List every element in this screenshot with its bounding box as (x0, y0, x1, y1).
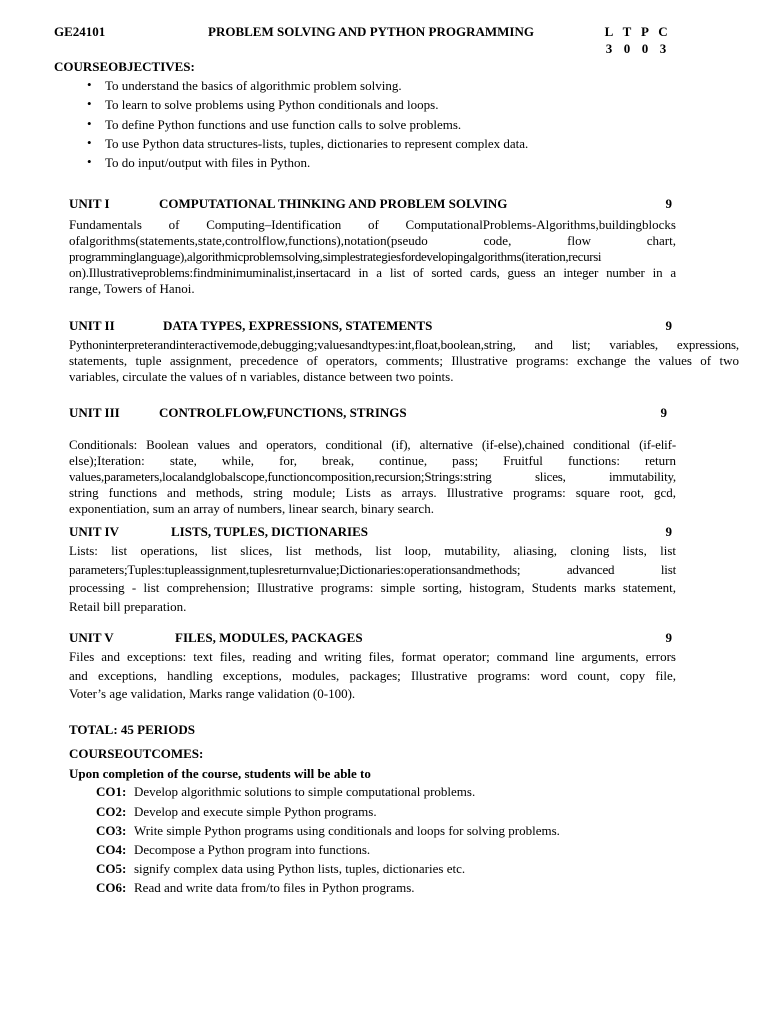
unit-1-content (69, 217, 676, 297)
course-code: GE24101 (54, 24, 106, 39)
ltpc-label-t: T (622, 24, 632, 39)
outcome-item (96, 823, 560, 839)
outcome-text: Write simple Python programs using conditionals and loops for solving problems. (134, 823, 560, 838)
content-line: on).Illustrativeproblems:findminimuminalist,insertacard in a list of sorted cards, guess an integer number in a (69, 265, 676, 280)
content-line: Retail bill preparation. (69, 598, 187, 614)
outcome-label: CO4: (96, 842, 127, 857)
outcome-text: Develop and execute simple Python programs. (134, 804, 377, 819)
outcome-item (96, 804, 377, 820)
content-line: ofalgorithms(statements,state,controlflow,functions),notation(pseudo code, flow chart, (69, 233, 676, 248)
course-title: PROBLEM SOLVING AND PYTHON PROGRAMMING (208, 24, 534, 39)
unit-number: UNIT IV (69, 524, 119, 539)
outcome-item (96, 784, 475, 800)
outcome-text: Develop algorithmic solutions to simple computational problems. (134, 784, 476, 799)
content-line: Conditionals: Boolean values and operators, conditional (if), alternative (if-else),chained conditional (if-elif- (69, 437, 676, 452)
ltpc-value-l: 3 (605, 41, 613, 56)
outcome-label: CO1: (96, 784, 127, 799)
unit-4-header (69, 524, 672, 542)
content-line: Pythoninterpreterandinteractivemode,debugging;valuesandtypes:int,float,boolean,string, and list; variables, expressions, (69, 337, 739, 352)
unit-5-content (69, 648, 676, 704)
unit-number: UNIT II (69, 318, 115, 333)
content-line: programminglanguage),algorithmicproblemsolving,simplestrategiesfordevelopingalgorithms(iteration,recursi (69, 249, 602, 264)
outcome-text: Read and write data from/to files in Python programs. (134, 880, 415, 895)
outcomes-intro: Upon completion of the course, students will be able to (69, 766, 371, 781)
content-line: values,parameters,localandglobalscope,functioncomposition,recursion;Strings:string slices, immutability, (69, 469, 676, 484)
outcome-item (96, 880, 415, 896)
unit-number: UNIT III (69, 405, 120, 420)
content-line: range, Towers of Hanoi. (69, 281, 195, 296)
content-line: processing - list comprehension; Illustrative programs: simple sorting, histogram, Students marks statement, (69, 580, 676, 595)
unit-title: FILES, MODULES, PACKAGES (175, 630, 363, 645)
objective-item: • To define Python functions and use function calls to solve problems. (87, 115, 687, 134)
ltpc-labels (600, 24, 672, 40)
objective-item: • To learn to solve problems using Python conditionals and loops. (87, 95, 687, 114)
ltpc-value-c: 3 (659, 41, 667, 56)
unit-hours: 9 (665, 630, 672, 645)
objective-item: • To use Python data structures-lists, tuples, dictionaries to represent complex data. (87, 134, 687, 153)
content-line: statements, tuple assignment, precedence of operators, comments; Illustrative programs: exchange the values of two (69, 353, 739, 368)
outcome-text: Decompose a Python program into functions. (134, 842, 371, 857)
unit-1-header (69, 196, 672, 214)
ltpc-label-l: L (604, 24, 614, 39)
total-periods: TOTAL: 45 PERIODS (69, 722, 195, 737)
outcomes-heading: COURSEOUTCOMES: (69, 746, 204, 761)
unit-4-content (69, 542, 676, 616)
unit-hours: 9 (665, 196, 672, 211)
objectives-list (87, 76, 687, 172)
content-line: parameters;Tuples:tupleassignment,tuplesreturnvalue;Dictionaries:operationsandmethods; advanced list (69, 561, 676, 577)
ltpc-value-t: 0 (623, 41, 631, 56)
unit-5-header (69, 630, 672, 648)
content-line: else);Iteration: state, while, for, break, continue, pass; Fruitful functions: return (69, 453, 676, 468)
unit-title: LISTS, TUPLES, DICTIONARIES (171, 524, 368, 539)
ltpc-value-p: 0 (641, 41, 649, 56)
unit-2-header (69, 318, 672, 336)
unit-number: UNIT V (69, 630, 114, 645)
unit-3-header (69, 405, 667, 423)
content-line: string functions and methods, string module; Lists as arrays. Illustrative programs: square root, gcd, (69, 485, 676, 500)
content-line: and exceptions, handling exceptions, modules, packages; Illustrative programs: word count, copy file, (69, 667, 676, 683)
unit-title: CONTROLFLOW,FUNCTIONS, STRINGS (159, 405, 407, 420)
outcome-text: signify complex data using Python lists, tuples, dictionaries etc. (134, 861, 466, 876)
objective-item: • To understand the basics of algorithmic problem solving. (87, 76, 687, 95)
unit-title: COMPUTATIONAL THINKING AND PROBLEM SOLVING (159, 196, 508, 211)
content-line: Fundamentals of Computing–Identification of ComputationalProblems-Algorithms,buildingblocks (69, 217, 676, 232)
content-line: Files and exceptions: text files, reading and writing files, format operator; command line arguments, errors (69, 649, 676, 664)
unit-hours: 9 (665, 318, 672, 333)
content-line: exponentiation, sum an array of numbers, linear search, binary search. (69, 501, 434, 516)
ltpc-label-c: C (658, 24, 668, 39)
outcome-item (96, 861, 465, 877)
unit-3-content (69, 437, 676, 517)
ltpc-values (600, 41, 672, 57)
unit-2-content (69, 337, 739, 385)
unit-hours: 9 (660, 405, 667, 420)
content-line: Voter’s age validation, Marks range validation (0-100). (69, 686, 356, 701)
outcome-label: CO3: (96, 823, 127, 838)
content-line: Lists: list operations, list slices, list methods, list loop, mutability, aliasing, cloning lists, list (69, 543, 676, 558)
ltpc-label-p: P (641, 24, 649, 39)
outcome-label: CO2: (96, 804, 127, 819)
outcome-label: CO5: (96, 861, 127, 876)
unit-number: UNIT I (69, 196, 110, 211)
content-line: variables, circulate the values of n variables, distance between two points. (69, 369, 454, 384)
unit-hours: 9 (665, 524, 672, 539)
unit-title: DATA TYPES, EXPRESSIONS, STATEMENTS (163, 318, 433, 333)
outcome-label: CO6: (96, 880, 127, 895)
objective-item: • To do input/output with files in Python. (87, 153, 687, 172)
outcome-item (96, 842, 370, 858)
objectives-heading: COURSEOBJECTIVES: (54, 59, 195, 74)
